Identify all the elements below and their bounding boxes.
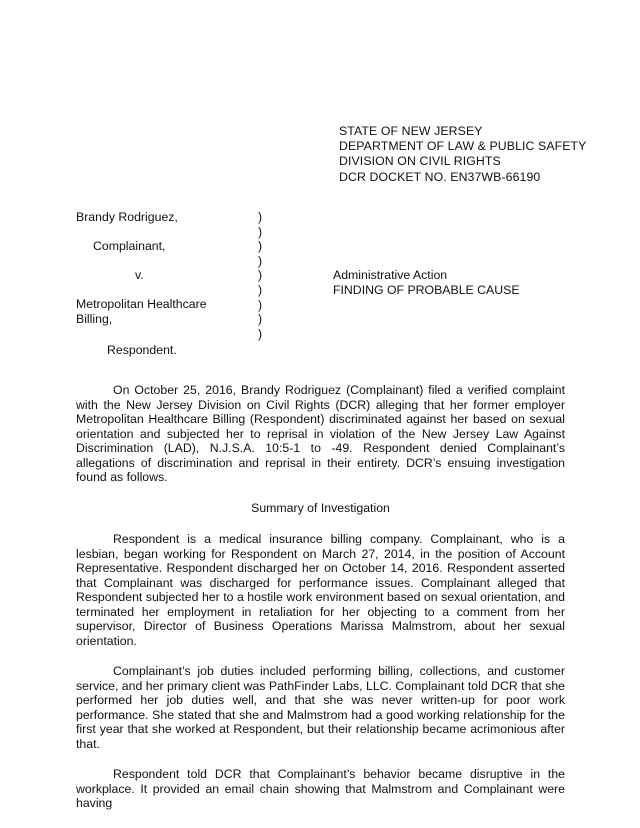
case-caption xyxy=(76,210,596,360)
section-heading: Summary of Investigation xyxy=(251,500,390,515)
paren: ) xyxy=(258,312,263,327)
header-department: DEPARTMENT OF LAW & PUBLIC SAFETY xyxy=(339,139,587,154)
paren: ) xyxy=(258,210,263,224)
header-division: DIVISION ON CIVIL RIGHTS xyxy=(339,154,501,169)
finding-title: FINDING OF PROBABLE CAUSE xyxy=(333,283,520,298)
body-paragraph: Respondent told DCR that Complainant’s behavior became disruptive in the workplace. It provided an email chain showing that Malmstrom and Complainant were having xyxy=(76,767,565,810)
paren: ) xyxy=(258,253,263,268)
versus-label: v. xyxy=(135,268,144,282)
respondent-name: Metropolitan Healthcare Billing, xyxy=(76,297,207,327)
paren: ) xyxy=(258,326,263,341)
paren: ) xyxy=(258,282,263,297)
agency-header xyxy=(339,124,599,185)
action-block xyxy=(333,268,520,298)
action-type: Administrative Action xyxy=(333,268,448,282)
body-paragraph: Respondent is a medical insurance billing company. Complainant, who is a lesbian, began working for Respondent on March 27, 2014, in the position of Account Representative. Respondent discharged her on October 14, 2016. Respondent asserted that Complainant was discharged for performance issues. Complainant alleged that Respondent subjected her to a hostile work environment based on sexual orientation, and terminated her employment in retaliation for her objecting to a comment from her supervisor, Director of Business Operations Marissa Malmstrom, about her sexual orientation. xyxy=(76,532,565,648)
header-docket-number: DCR DOCKET NO. EN37WB-66190 xyxy=(339,169,541,184)
intro-paragraph: On October 25, 2016, Brandy Rodriguez (Complainant) filed a verified complaint with the New Jersey Division on Civil Rights (DCR) alleging that her former employer Metropolitan Healthcare Billing (Respondent) discriminated against her based on sexual orientation and subjected her to reprisal in violation of the New Jersey Law Against Discrimination (LAD), N.J.S.A. 10:5-1 to -49. Respondent denied Complainant’s allegations of discrimination and reprisal in their entirety. DCR’s ensuing investigation found as follows. xyxy=(76,383,565,484)
header-state: STATE OF NEW JERSEY xyxy=(339,124,483,138)
body-paragraph: Complainant’s job duties included performing billing, collections, and customer service, and her primary client was PathFinder Labs, LLC. Complainant told DCR that she performed her job duties well, and that she was never written-up for poor work performance. She stated that she and Malmstrom had a good working relationship for the first year that she worked at Respondent, but their relationship became acrimonious after that. xyxy=(76,664,565,751)
document-body xyxy=(76,383,565,827)
complainant-name: Brandy Rodriguez, xyxy=(76,210,178,224)
paren: ) xyxy=(258,297,263,312)
paren: ) xyxy=(258,224,263,239)
complainant-role: Complainant, xyxy=(93,239,166,253)
paren: ) xyxy=(258,239,263,254)
respondent-role: Respondent. xyxy=(107,343,177,357)
caption-parentheses xyxy=(258,210,268,341)
paren: ) xyxy=(258,268,263,283)
